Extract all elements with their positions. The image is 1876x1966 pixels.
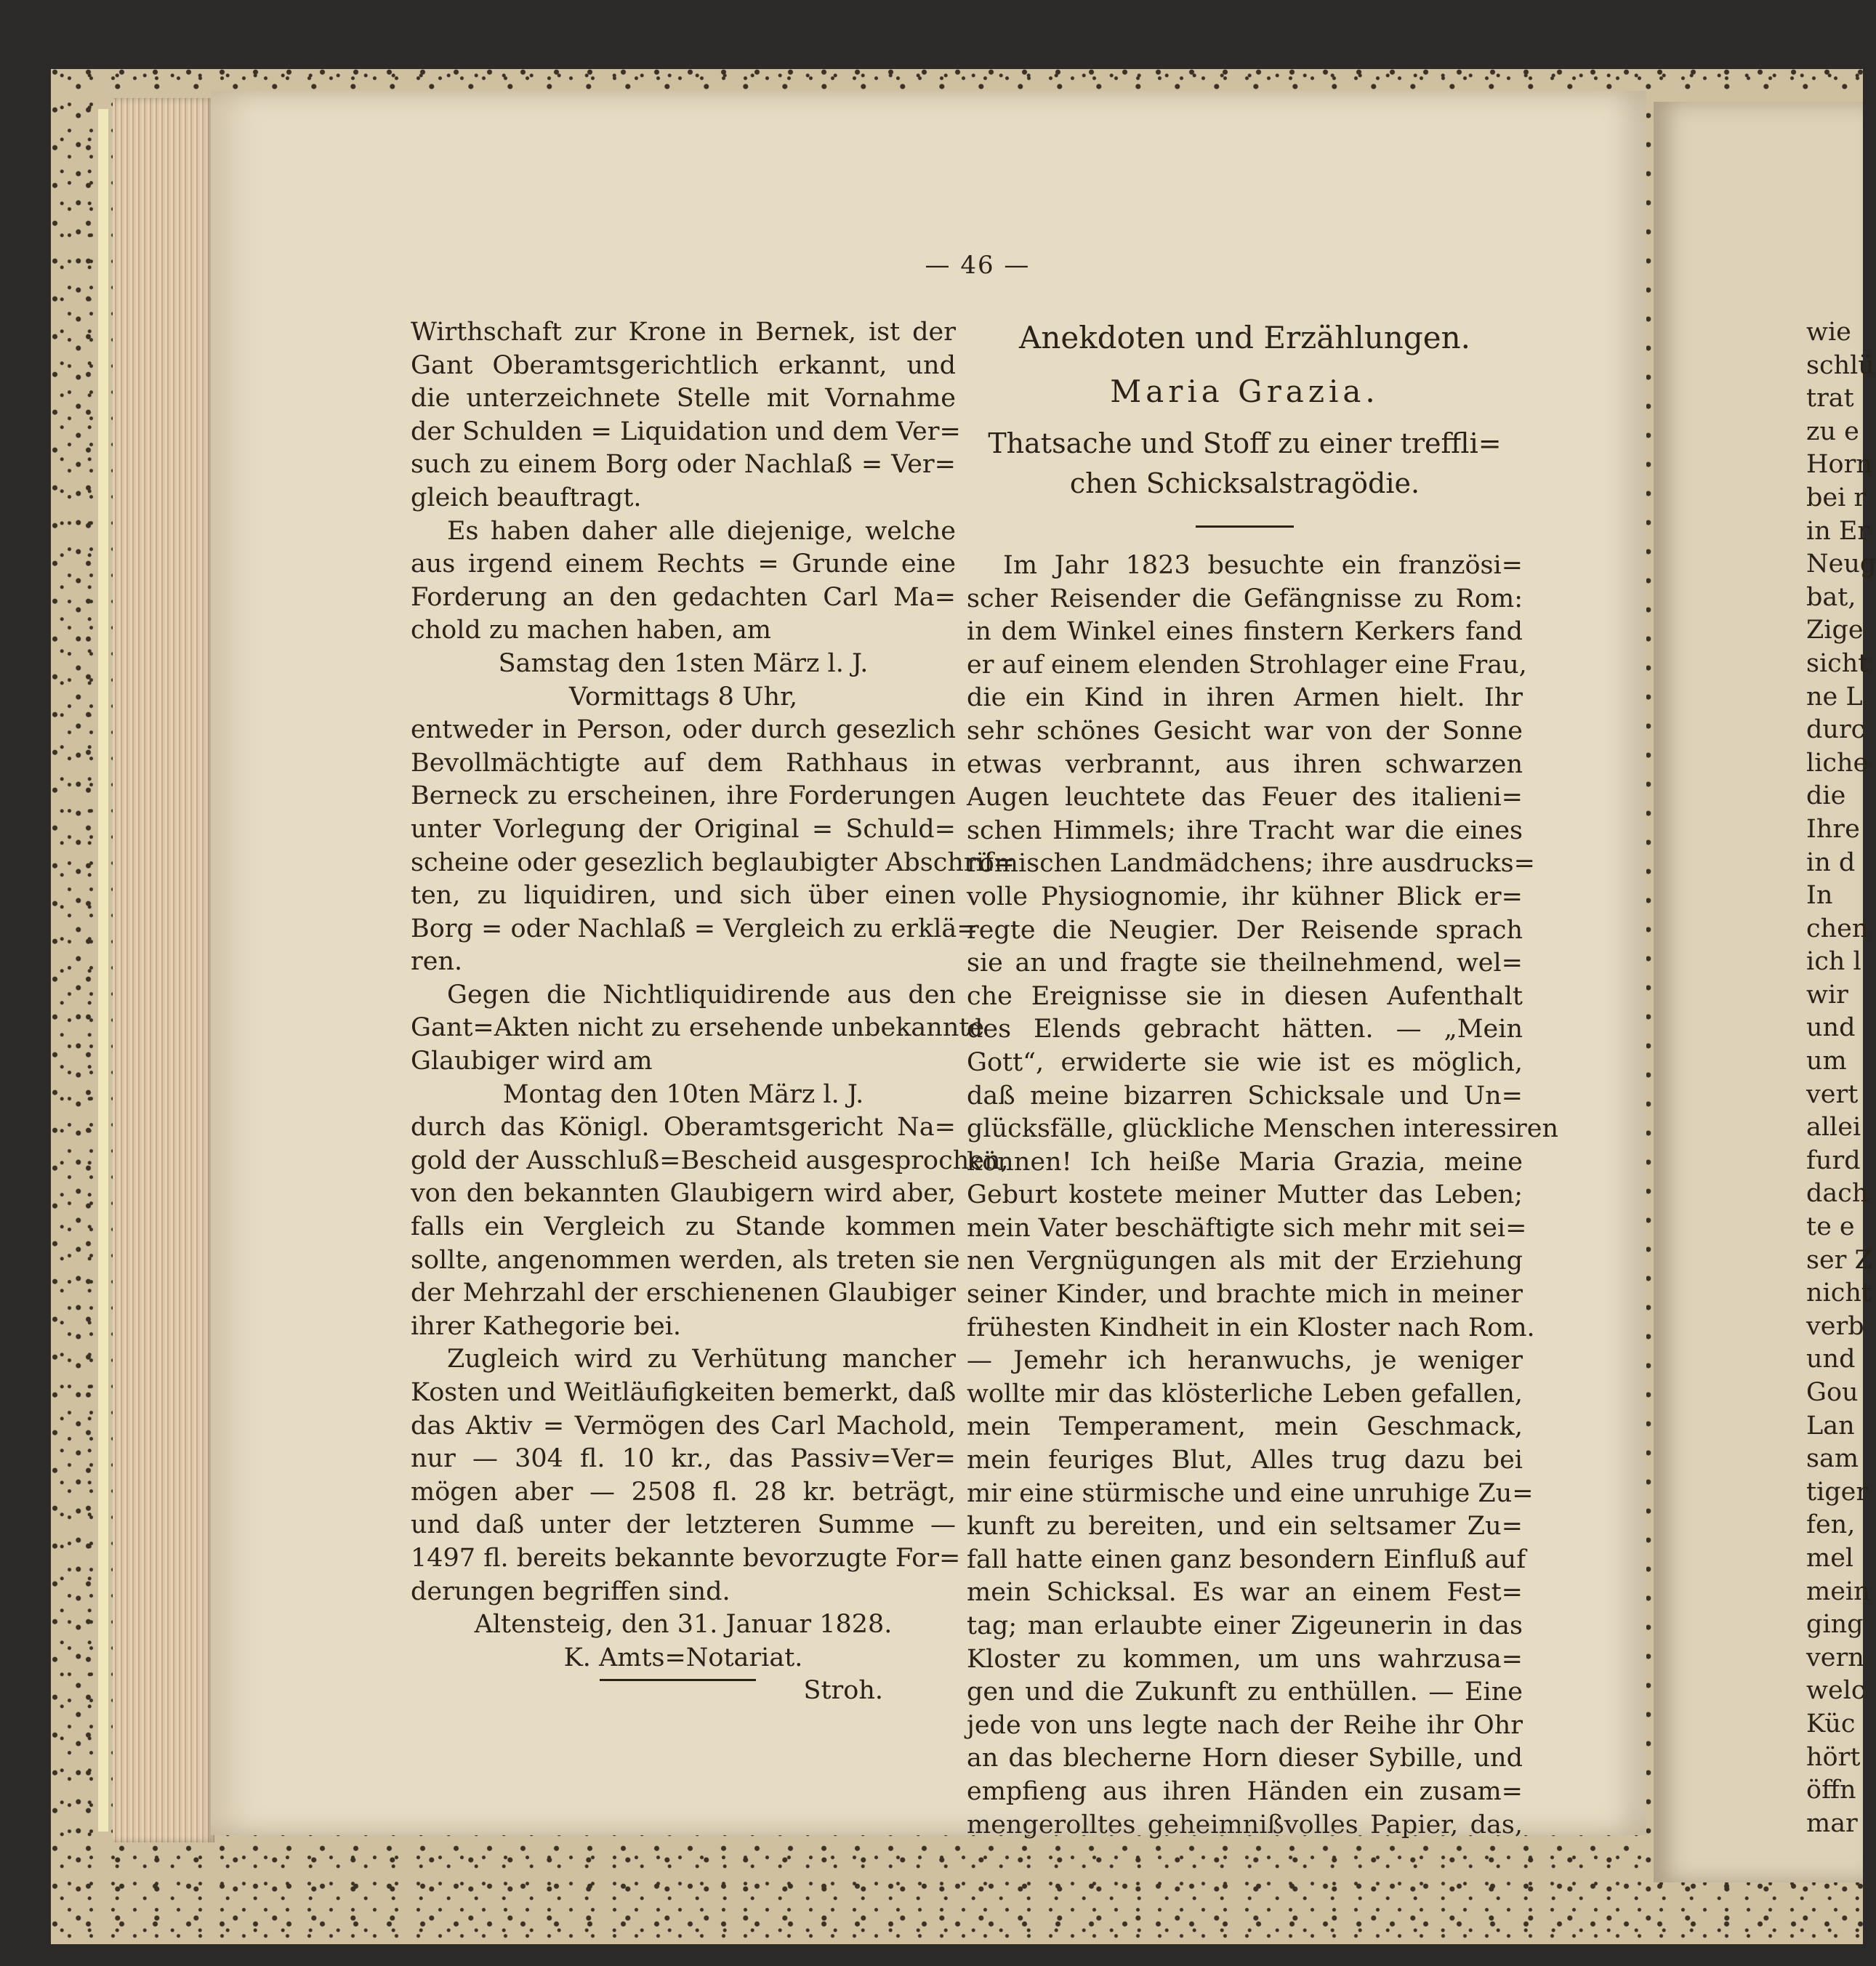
notice-line: ihrer Kathegorie bei. bbox=[411, 1311, 682, 1341]
notice-line: scheine oder gesezlich beglaubigter Abschrif= bbox=[411, 847, 1015, 877]
facing-page-fragment: Gou bbox=[1806, 1378, 1859, 1407]
facing-page-fragment: Neug bbox=[1806, 549, 1876, 579]
story-line: des Elends gebracht hätten. — „Mein bbox=[967, 1015, 1523, 1044]
story-line: Im Jahr 1823 besuchte ein französi= bbox=[1003, 551, 1523, 580]
facing-page-fragment: durc bbox=[1806, 715, 1866, 745]
notice-line: Altensteig, den 31. Januar 1828. bbox=[474, 1610, 893, 1640]
facing-page-fragment: welc bbox=[1806, 1676, 1866, 1706]
story-line: in dem Winkel eines finstern Kerkers fand bbox=[967, 617, 1523, 647]
notice-line: Gant=Akten nicht zu ersehende unbekannte bbox=[411, 1013, 985, 1043]
facing-page-fragment: In bbox=[1806, 881, 1833, 911]
notice-line: Wirthschaft zur Krone in Bernek, ist der bbox=[411, 318, 956, 347]
facing-page-fragment: Horn bbox=[1806, 450, 1872, 480]
story-line: etwas verbrannt, aus ihren schwarzen bbox=[967, 749, 1523, 779]
facing-page-fragment: bei r bbox=[1806, 483, 1867, 512]
facing-page-fragment: ich l bbox=[1806, 947, 1861, 977]
notice-line: von den bekannten Glaubigern wird aber, bbox=[411, 1179, 956, 1209]
facing-page-fragment: wir bbox=[1806, 980, 1848, 1010]
facing-page-fragment: die bbox=[1806, 781, 1846, 811]
story-line: wollte mir das klösterliche Leben gefallen, bbox=[967, 1379, 1523, 1409]
notice-line: Samstag den 1sten März l. J. bbox=[498, 648, 869, 678]
story-line: Augen leuchtete das Feuer des italieni= bbox=[967, 783, 1523, 813]
facing-page-fragment: Ihre bbox=[1806, 814, 1860, 844]
facing-page-fragment: mein bbox=[1806, 1576, 1870, 1606]
section-title: Anekdoten und Erzählungen. bbox=[1019, 320, 1470, 355]
notice-line: Gegen die Nichtliquidirende aus den bbox=[447, 980, 956, 1010]
facing-page-fragment: wie bbox=[1806, 318, 1851, 347]
story-line: die ein Kind in ihren Armen hielt. Ihr bbox=[967, 683, 1523, 713]
facing-page-fragment: dach bbox=[1806, 1179, 1869, 1209]
facing-page-fragment: hört bbox=[1806, 1742, 1861, 1772]
facing-page-fragment: Lan bbox=[1806, 1411, 1855, 1441]
facing-page-fragment: ser Z bbox=[1806, 1245, 1872, 1275]
facing-page-fragment: verb bbox=[1806, 1311, 1864, 1341]
story-line: sie an und fragte sie theilnehmend, wel= bbox=[967, 948, 1523, 978]
facing-page-fragment: mar bbox=[1806, 1808, 1858, 1838]
story-line: er auf einem elenden Strohlager eine Frau, bbox=[967, 650, 1527, 680]
notice-line: aus irgend einem Rechts = Grunde eine bbox=[411, 549, 956, 579]
facing-page-fragment: Küc bbox=[1806, 1709, 1856, 1739]
story-line: sehr schönes Gesicht war von der Sonne bbox=[967, 716, 1523, 746]
notice-line: entweder in Person, oder durch gesezlich bbox=[411, 715, 956, 745]
story-subtitle-line-1: Thatsache und Stoff zu einer treffli= bbox=[988, 427, 1502, 459]
notice-line: Montag den 10ten März l. J. bbox=[502, 1079, 864, 1109]
facing-page-fragment: trat bbox=[1806, 384, 1854, 414]
notice-line: Gant Oberamtsgerichtlich erkannt, und bbox=[411, 350, 956, 380]
notice-line: derungen begriffen sind. bbox=[411, 1576, 730, 1606]
story-line: Kloster zu kommen, um uns wahrzusa= bbox=[967, 1644, 1523, 1674]
facing-page-fragment: Zige bbox=[1806, 616, 1864, 645]
notice-line: such zu einem Borg oder Nachlaß = Ver= bbox=[411, 450, 956, 480]
facing-page-fragment: vert bbox=[1806, 1079, 1859, 1109]
story-title: Maria Grazia. bbox=[1110, 374, 1380, 409]
story-line: mein Vater beschäftigte sich mehr mit sei= bbox=[967, 1213, 1527, 1243]
page-edges bbox=[113, 98, 214, 1842]
story-line: nen Vergnügungen als mit der Erziehung bbox=[967, 1246, 1523, 1276]
story-line: mein Schicksal. Es war an einem Fest= bbox=[967, 1578, 1523, 1608]
notice-line: Stroh. bbox=[803, 1676, 883, 1706]
notice-line: und daß unter der letzteren Summe — bbox=[411, 1510, 956, 1540]
story-line: Geburt kostete meiner Mutter das Leben; bbox=[967, 1180, 1523, 1210]
notice-line: das Aktiv = Vermögen des Carl Machold, bbox=[411, 1411, 956, 1441]
facing-page-fragment: in Er bbox=[1806, 516, 1870, 546]
page-number: — 46 — bbox=[925, 251, 1031, 280]
story-body bbox=[967, 549, 1559, 1842]
facing-page-fragment: sicht bbox=[1806, 648, 1869, 678]
facing-page-fragment: furd bbox=[1806, 1145, 1861, 1175]
section-end-divider bbox=[600, 1679, 756, 1681]
facing-page-fragment: chen bbox=[1806, 914, 1869, 943]
story-line: Gott“, erwiderte sie wie ist es möglich, bbox=[967, 1047, 1523, 1077]
story-subtitle-line-2: chen Schicksalstragödie. bbox=[1069, 467, 1420, 499]
notice-line: Zugleich wird zu Verhütung mancher bbox=[447, 1345, 956, 1374]
facing-page-fragment: mel bbox=[1806, 1543, 1854, 1573]
story-line: mein Temperament, mein Geschmack, bbox=[967, 1412, 1523, 1442]
story-line: glücksfälle, glückliche Menschen interessiren bbox=[967, 1114, 1559, 1144]
notice-line: mögen aber — 2508 fl. 28 kr. beträgt, bbox=[411, 1477, 956, 1507]
notice-line: Es haben daher alle diejenige, welche bbox=[447, 516, 956, 546]
right-column bbox=[967, 316, 1559, 1842]
facing-page-fragment: zu e bbox=[1806, 416, 1859, 446]
story-line: empfieng aus ihren Händen ein zusam= bbox=[967, 1776, 1523, 1806]
notice-line: Glaubiger wird am bbox=[411, 1047, 653, 1076]
facing-page-fragment: vern bbox=[1806, 1643, 1864, 1672]
facing-page-fragment: öffn bbox=[1806, 1776, 1856, 1805]
notice-line: falls ein Vergleich zu Stande kommen bbox=[411, 1212, 956, 1242]
story-line: an das blecherne Horn dieser Sybille, und bbox=[967, 1744, 1523, 1773]
notice-line: Forderung an den gedachten Carl Ma= bbox=[411, 582, 956, 612]
notice-line: K. Amts=Notariat. bbox=[563, 1643, 803, 1672]
notice-line: gold der Ausschluß=Bescheid ausgesprochen, bbox=[411, 1145, 1009, 1175]
facing-page-fragment: in d bbox=[1806, 847, 1856, 877]
facing-page-fragment: liche bbox=[1806, 748, 1869, 778]
story-line: regte die Neugier. Der Reisende sprach bbox=[967, 915, 1523, 945]
title-divider bbox=[1196, 525, 1294, 528]
notice-line: 1497 fl. bereits bekannte bevorzugte For= bbox=[411, 1543, 961, 1573]
story-line: mengerolltes geheimnißvolles Papier, das, bbox=[967, 1810, 1523, 1840]
notice-line: ten, zu liquidiren, und sich über einen bbox=[411, 881, 956, 911]
notice-line: ren. bbox=[411, 947, 463, 977]
notice-line: Vormittags 8 Uhr, bbox=[568, 682, 798, 712]
story-line: mir eine stürmische und eine unruhige Zu= bbox=[967, 1478, 1534, 1508]
facing-page-fragment: te e bbox=[1806, 1212, 1855, 1242]
notice-line: Berneck zu erscheinen, ihre Forderungen bbox=[411, 781, 956, 811]
facing-page-fragment: tiger bbox=[1806, 1477, 1869, 1507]
story-line: seiner Kinder, und brachte mich in meiner bbox=[967, 1280, 1523, 1310]
notice-line: Bevollmächtigte auf dem Rathhaus in bbox=[411, 748, 956, 778]
notice-line: die unterzeichnete Stelle mit Vornahme bbox=[411, 384, 956, 414]
notice-line: Borg = oder Nachlaß = Vergleich zu erklä= bbox=[411, 914, 978, 943]
story-line: daß meine bizarren Schicksale und Un= bbox=[967, 1081, 1523, 1111]
facing-page-fragment: schlü bbox=[1806, 350, 1875, 380]
facing-page-fragment: allei bbox=[1806, 1113, 1861, 1143]
story-line: mein feuriges Blut, Alles trug dazu bei bbox=[967, 1446, 1523, 1475]
story-line: gen und die Zukunft zu enthüllen. — Eine bbox=[967, 1677, 1523, 1707]
left-column bbox=[411, 316, 1015, 1708]
story-line: — Jemehr ich heranwuchs, je weniger bbox=[967, 1346, 1523, 1376]
facing-page-fragment: fen, bbox=[1806, 1510, 1856, 1540]
story-line: tag; man erlaubte einer Zigeunerin in das bbox=[967, 1611, 1523, 1640]
notice-line: nur — 304 fl. 10 kr., das Passiv=Ver= bbox=[411, 1444, 956, 1474]
story-line: schen Himmels; ihre Tracht war die eines bbox=[967, 815, 1523, 845]
story-line: können! Ich heiße Maria Grazia, meine bbox=[967, 1147, 1523, 1177]
notice-line: der Schulden = Liquidation und dem Ver= bbox=[411, 416, 961, 446]
notice-line: Kosten und Weitläufigkeiten bemerkt, daß bbox=[411, 1378, 957, 1407]
facing-page-fragment: und bbox=[1806, 1013, 1856, 1043]
story-line: jede von uns legte nach der Reihe ihr Ohr bbox=[967, 1710, 1523, 1740]
story-line: volle Physiognomie, ihr kühner Blick er= bbox=[967, 882, 1523, 911]
notice-line: durch das Königl. Oberamtsgericht Na= bbox=[411, 1113, 956, 1143]
facing-page-fragment: ging bbox=[1806, 1610, 1864, 1640]
facing-page-fragment: und bbox=[1806, 1345, 1856, 1374]
facing-page-fragments bbox=[1806, 316, 1876, 1840]
facing-page-fragment: um bbox=[1806, 1047, 1847, 1076]
story-line: che Ereignisse sie in diesen Aufenthalt bbox=[967, 981, 1523, 1011]
facing-page-fragment: sam bbox=[1806, 1444, 1859, 1474]
facing-page-fragment: nicht bbox=[1806, 1278, 1872, 1308]
notice-line: chold zu machen haben, am bbox=[411, 616, 771, 645]
notice-line: sollte, angenommen werden, als treten sie bbox=[411, 1245, 960, 1275]
notice-line: gleich beauftragt. bbox=[411, 483, 642, 512]
facing-page-fragment: bat, bbox=[1806, 582, 1856, 612]
notice-line: unter Vorlegung der Original = Schuld= bbox=[411, 814, 956, 844]
facing-page-fragment: ne L bbox=[1806, 682, 1863, 712]
notice-line: der Mehrzahl der erschienenen Glaubiger bbox=[411, 1278, 956, 1308]
story-line: frühesten Kindheit in ein Kloster nach Rom. bbox=[967, 1313, 1535, 1342]
story-line: fall hatte einen ganz besondern Einfluß auf bbox=[967, 1544, 1526, 1574]
story-line: römischen Landmädchens; ihre ausdrucks= bbox=[967, 849, 1535, 879]
story-line: kunft zu bereiten, und ein seltsamer Zu= bbox=[967, 1512, 1523, 1542]
story-line: scher Reisender die Gefängnisse zu Rom: bbox=[967, 584, 1523, 613]
